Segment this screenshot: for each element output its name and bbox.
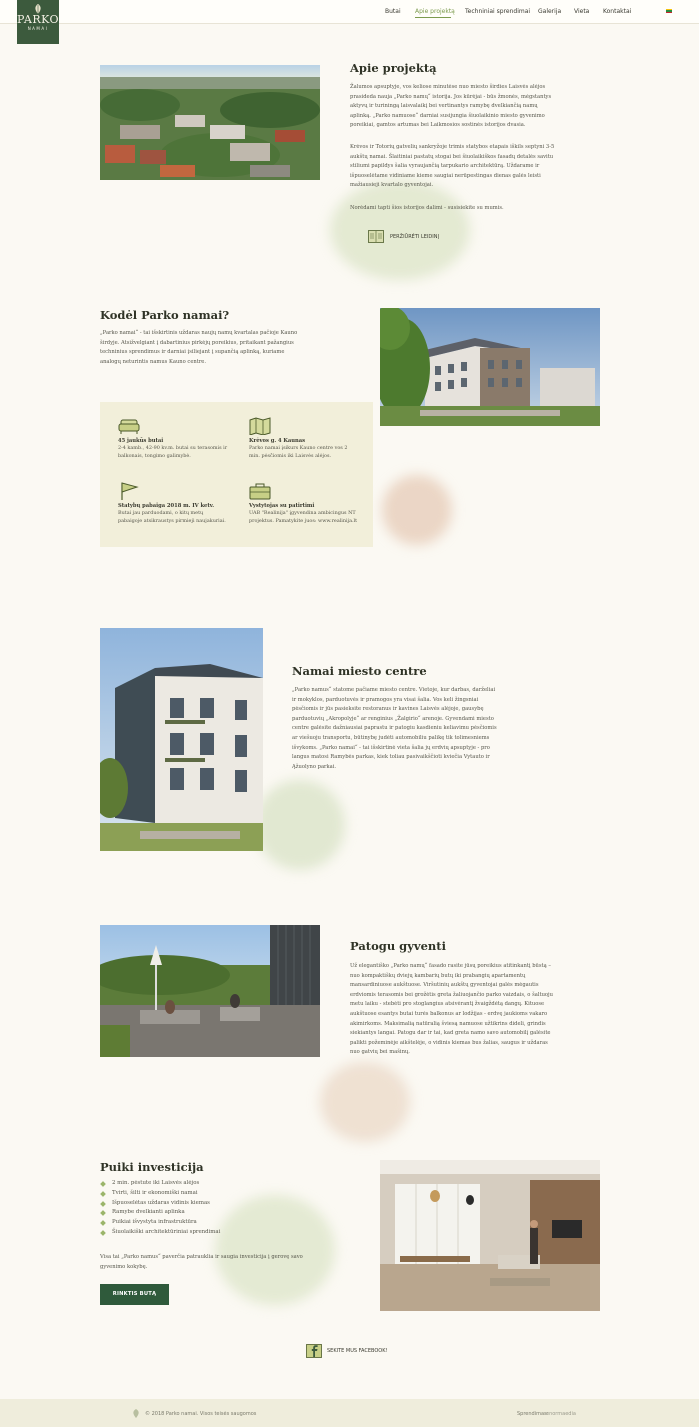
why-title: Kodėl Parko namai? bbox=[100, 308, 230, 322]
brand-logo[interactable] bbox=[17, 0, 59, 44]
about-paragraph-1: Žalumos apsuptyje, vos keliose minutėse nuo miesto širdies Laisvės alėjos prasideda nauja „Parko namų“ istorija. Jos kūrėjai - būs žmonės, mėgstantys aktyvų ir turiningą laisvalaikį bei vertinantys ramybę dvelkiančią namų aplinką. „Parko namuose“ darniai susijungia šiuolaikinio miesto gyvenimo poreikiai, gamtos artumas bei Laikmosios sostinės istorijos dvasia. bbox=[350, 84, 552, 129]
list-item: 2 min. pėstute iki Laisvės alėjos bbox=[100, 1179, 300, 1189]
feature-item bbox=[118, 482, 228, 525]
footer-copyright: © 2018 Parko namai. Visos teisės saugomos bbox=[145, 1411, 257, 1417]
facebook-icon bbox=[306, 1344, 322, 1358]
map-icon bbox=[249, 417, 271, 435]
feature-title: Vystytojas su patirtimi bbox=[249, 503, 315, 509]
footer bbox=[0, 1399, 699, 1427]
facade-render-photo bbox=[100, 628, 263, 851]
sofa-icon bbox=[118, 417, 140, 435]
features-box bbox=[100, 402, 373, 547]
terrace-render-photo bbox=[100, 925, 320, 1057]
list-item: Šiuolaikiški architektūriniai sprendimai bbox=[100, 1228, 300, 1238]
list-item: Puikiai išvystyta infrastruktūra bbox=[100, 1218, 300, 1228]
center-title: Namai miesto centre bbox=[292, 664, 427, 678]
list-item: Išpuoselėtas uždaras vidinis kiemas bbox=[100, 1199, 300, 1209]
brand-name: PARKO bbox=[17, 13, 60, 26]
nav-item-vieta[interactable]: Vieta bbox=[574, 8, 590, 15]
watercolor-splash bbox=[382, 475, 452, 545]
feature-text: UAB "Realinija" įgyvendina ambicingus NT projektus. Pamatykite juos: www.realinija.lt bbox=[249, 510, 358, 524]
nav-item-techniniai[interactable]: Techniniai sprendimai bbox=[465, 8, 531, 15]
comfort-text: Už elegantiško „Parko namų“ fasado rasite jūsų poreikius atitinkantį būstą – nuo kompaktiškų dviejų kambarių butų iki prabangių apartamentų mansardiniuose aukštuose. Viršutinių aukštų gyventojai galės mėgautis erdviomis terasomis bei grožėtis greta žaliuojančio parko vaizdais, o šaltuoju metu laiku - stebėti pro stoglangius atsivėrantį žvaigždėtą dangų. Kituose aukštuose esantys butai turės balkonus ar lodžijas - erdvę jaukioms vakaro akimirkoms. Maksimalią natūralią šviesą namuose užtikrins dideli, grindis siekiantys langai. Patogu dar ir tai, kad greta namo savo automobilį galėsite palikti požeminėje aikštelėje, o vidinis kiemas bus žalias, saugus ir uždaras nuo gatvių bei mašinų. bbox=[350, 963, 553, 1056]
feature-text: 2-4 kamb., 42-90 kv.m. butai su terasomis ir balkonais, tongimo galimybė. bbox=[118, 445, 228, 459]
nav-active-underline bbox=[415, 17, 451, 18]
nav-item-galerija[interactable]: Galerija bbox=[538, 8, 562, 15]
brochure-link-label: PERŽIŪRĖTI LEIDINĮ bbox=[390, 234, 439, 240]
investment-list bbox=[100, 1179, 300, 1238]
building-render-photo bbox=[380, 308, 600, 426]
investment-title: Puiki investicija bbox=[100, 1160, 204, 1174]
choose-apartment-button[interactable]: RINKTIS BUTĄ bbox=[100, 1284, 169, 1305]
list-item: Tvirti, šilti ir ekonomiški namai bbox=[100, 1189, 300, 1199]
interior-render-photo bbox=[380, 1160, 600, 1311]
facebook-label: SEKITE MUS FACEBOOK! bbox=[327, 1348, 388, 1354]
feature-item bbox=[249, 417, 359, 460]
feature-title: 45 jaukūs butai bbox=[118, 438, 164, 444]
aerial-city-photo bbox=[100, 65, 320, 180]
nav-item-kontaktai[interactable]: Kontaktai bbox=[603, 8, 632, 15]
why-text: „Parko namai“ - tai išskirtinis uždaras naujų namų kvartalas pačioje Kauno širdyje. Atsižvelgiant į dabartinius pirkėjų poreikius, pritaikant pažangius techninius sprendimus ir darniai įsiliejant į supančią aplinką, kuriame analogų neturintis namus Kauno centre. bbox=[100, 330, 298, 365]
feature-text: Parko namai įsikurs Kauno centre vos 2 min. pėsčiomis iki Laisvės alėjos. bbox=[249, 445, 348, 459]
top-navbar bbox=[0, 0, 699, 24]
feature-item bbox=[118, 417, 228, 460]
center-text: „Parko namus“ statome pačiame miesto centre. Vietoje, kur darbas, darželiai ir mokyklos, parduotuvės ir pramogos yra visai šalia. Vos keli žingsniai pėsčiomis ir jūs pasieksite restoranus ir kavines Laisvės alėjoje, gausybę parduotuvių „Akropolyje“ ar renginius „Žalgirio“ arenoje. Gyvendami miesto centre galėsite dažniausiai paprastu ir patogiu kasdieniu keliavimu pėsčiomis ar viešuoju transportu, būtinybę judėti automobiliu palikę tik tolimesniems išvykoms. „Parko namai“ - tai išskirtinė vieta šalia jų erdvių apsuptyje - pro langus matosi Ramybės parkas, kiek toliau pasivaikščioti kviečia Vytauto ir Ąžuolyno parkai. bbox=[292, 687, 497, 770]
nav-item-butai[interactable]: Butai bbox=[385, 8, 401, 15]
feature-title: Krėvos g. 4 Kaunas bbox=[249, 438, 306, 444]
feature-title: Statybų pabaiga 2018 m. IV ketv. bbox=[118, 503, 215, 509]
leaf-icon bbox=[131, 1409, 141, 1418]
book-icon bbox=[368, 230, 384, 243]
comfort-title: Patogu gyventi bbox=[350, 939, 446, 953]
facebook-link[interactable] bbox=[306, 1344, 416, 1359]
about-paragraph-3: Norėdami tapti šios istorijos dalimi - susisiekite su mumis. bbox=[350, 205, 504, 211]
footer-credit-label: Sprendimas: bbox=[517, 1411, 549, 1417]
flag-icon bbox=[118, 482, 140, 500]
watercolor-splash bbox=[255, 780, 345, 870]
brand-sub: NAMAI bbox=[27, 26, 49, 31]
nav-item-apie-projekta[interactable]: Apie projektą bbox=[415, 8, 455, 15]
feature-item bbox=[249, 482, 359, 525]
feature-text: Butai jau parduodami, o kitų metų pabaigoje atsikraustys pirmieji naujakuriai. bbox=[118, 510, 226, 524]
language-flag-icon[interactable] bbox=[666, 9, 672, 13]
watercolor-splash bbox=[320, 1062, 410, 1142]
brochure-link[interactable] bbox=[368, 230, 458, 244]
about-title: Apie projektą bbox=[350, 61, 437, 75]
briefcase-icon bbox=[249, 482, 271, 500]
list-item: Ramybe dvelkianti aplinka bbox=[100, 1208, 300, 1218]
about-paragraph-2: Krėvos ir Totorių gatvelių sankryžoje trimis statybos etapais iškils septyni 3-5 aukštų namai. Šlaitiniai pastatų stogai bei šiuolaikiškos fasadų detalės savitu stiliumi papildys šalia vyraujančią tarpukario architektūrą. Uždarame ir išpuoselėtame vidiniame kieme saugiai nerūpestingas dienas galės leisti mažiausieji kvartalo gyventojai. bbox=[350, 144, 555, 189]
footer-credit-name[interactable]: enormaedia bbox=[546, 1411, 576, 1417]
investment-summary: Visa tai „Parko namus“ paverčia patrauklia ir saugia investicija į gerovę savo gyvenimo kokybę. bbox=[100, 1254, 303, 1270]
